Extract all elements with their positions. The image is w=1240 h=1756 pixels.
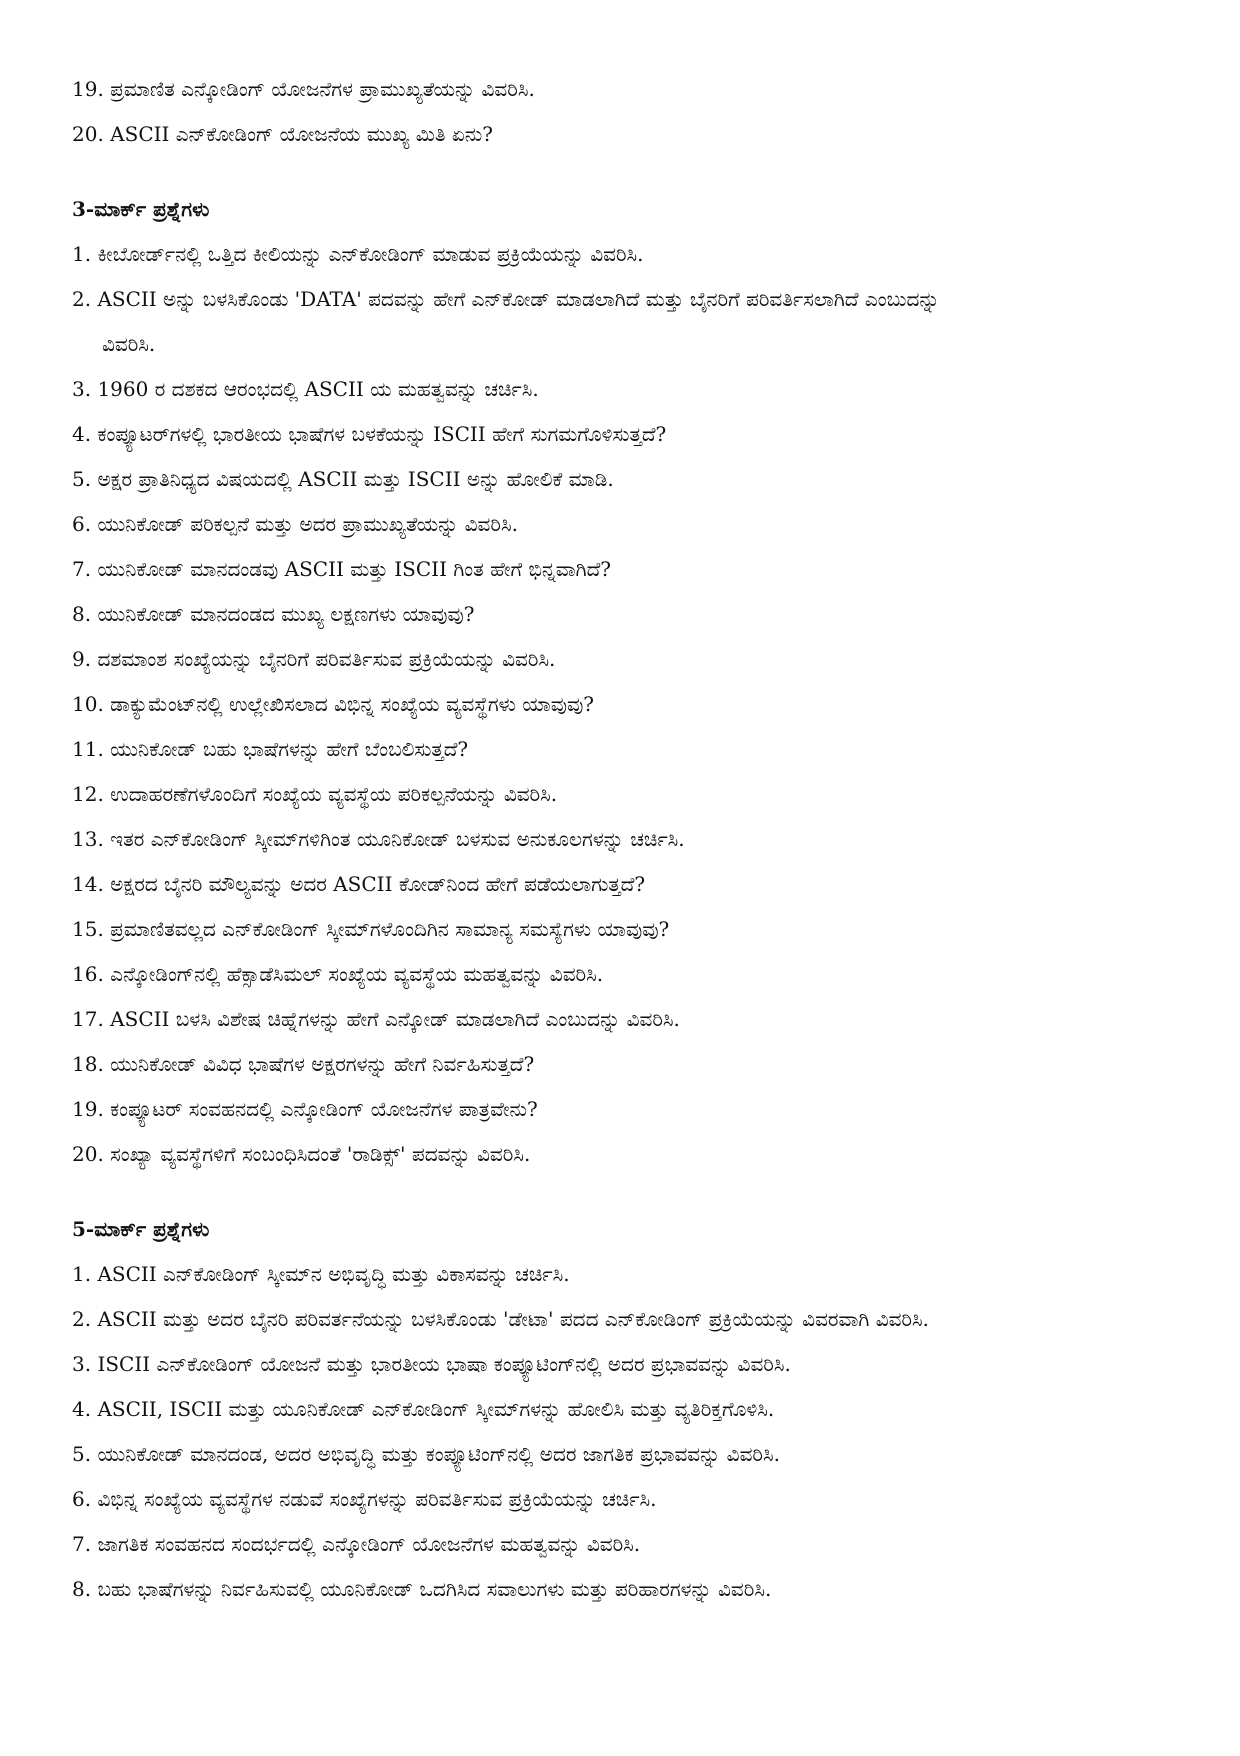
question-number: 12.	[72, 782, 104, 806]
question-text: 1960 ರ ದಶಕದ ಆರಂಭದಲ್ಲಿ ASCII ಯ ಮಹತ್ವವನ್ನು ಚರ್ಚಿಸಿ.	[97, 377, 539, 401]
question-item	[72, 1574, 1182, 1604]
question-text: ದಶಮಾಂಶ ಸಂಖ್ಯೆಯನ್ನು ಬೈನರಿಗೆ ಪರಿವರ್ತಿಸುವ ಪ್ರಕ್ರಿಯೆಯನ್ನು ವಿವರಿಸಿ.	[97, 647, 556, 671]
question-number: 4.	[72, 1397, 92, 1421]
question-text-continuation: ವಿವರಿಸಿ.	[102, 332, 156, 356]
question-number: 16.	[72, 962, 104, 986]
question-number: 8.	[72, 602, 92, 626]
question-item	[72, 644, 1182, 674]
question-number: 5.	[72, 1442, 92, 1466]
question-text: ASCII ಎನ್‌ಕೋಡಿಂಗ್ ಯೋಜನೆಯ ಮುಖ್ಯ ಮಿತಿ ಏನು?	[110, 122, 493, 146]
question-text: ಕೀಬೋರ್ಡ್‌ನಲ್ಲಿ ಒತ್ತಿದ ಕೀಲಿಯನ್ನು ಎನ್‌ಕೋಡಿಂಗ್ ಮಾಡುವ ಪ್ರಕ್ರಿಯೆಯನ್ನು ವಿವರಿಸಿ.	[97, 242, 644, 266]
question-number: 9.	[72, 647, 92, 671]
question-number: 20.	[72, 1142, 104, 1166]
document-page	[72, 74, 1182, 1619]
question-number: 19.	[72, 77, 104, 101]
question-item	[72, 1529, 1182, 1559]
question-number: 4.	[72, 422, 92, 446]
question-number: 6.	[72, 1487, 92, 1511]
question-number: 11.	[72, 737, 104, 761]
question-item	[72, 419, 1182, 449]
question-text: ಎನ್ಕೋಡಿಂಗ್‌ನಲ್ಲಿ ಹೆಕ್ಸಾಡೆಸಿಮಲ್ ಸಂಖ್ಯೆಯ ವ್ಯವಸ್ಥೆಯ ಮಹತ್ವವನ್ನು ವಿವರಿಸಿ.	[110, 962, 604, 986]
question-item	[72, 914, 1182, 944]
question-number: 20.	[72, 122, 104, 146]
question-number: 15.	[72, 917, 104, 941]
question-text: ಯುನಿಕೋಡ್ ಮಾನದಂಡ, ಅದರ ಅಭಿವೃದ್ಧಿ ಮತ್ತು ಕಂಪ್ಯೂಟಿಂಗ್‌ನಲ್ಲಿ ಅದರ ಜಾಗತಿಕ ಪ್ರಭಾವವನ್ನು ವಿವರಿಸಿ.	[97, 1442, 780, 1466]
question-item	[72, 869, 1182, 899]
question-text: ಬಹು ಭಾಷೆಗಳನ್ನು ನಿರ್ವಹಿಸುವಲ್ಲಿ ಯೂನಿಕೋಡ್ ಒದಗಿಸಿದ ಸವಾಲುಗಳು ಮತ್ತು ಪರಿಹಾರಗಳನ್ನು ವಿವರಿಸಿ.	[97, 1577, 772, 1601]
question-text: ಕಂಪ್ಯೂಟರ್‌ಗಳಲ್ಲಿ ಭಾರತೀಯ ಭಾಷೆಗಳ ಬಳಕೆಯನ್ನು ISCII ಹೇಗೆ ಸುಗಮಗೊಳಿಸುತ್ತದೆ?	[97, 422, 667, 446]
question-number: 3.	[72, 377, 92, 401]
question-item	[72, 1004, 1182, 1034]
question-number: 6.	[72, 512, 92, 536]
question-text: ಕಂಪ್ಯೂಟರ್ ಸಂವಹನದಲ್ಲಿ ಎನ್ಕೋಡಿಂಗ್ ಯೋಜನೆಗಳ ಪಾತ್ರವೇನು?	[110, 1097, 538, 1121]
question-text: ಪ್ರಮಾಣಿತವಲ್ಲದ ಎನ್‌ಕೋಡಿಂಗ್ ಸ್ಕೀಮ್‌ಗಳೊಂದಿಗಿನ ಸಾಮಾನ್ಯ ಸಮಸ್ಯೆಗಳು ಯಾವುವು?	[110, 917, 670, 941]
question-number: 3.	[72, 1352, 92, 1376]
question-item	[72, 284, 1182, 359]
question-text: ಅಕ್ಷರದ ಬೈನರಿ ಮೌಲ್ಯವನ್ನು ಅದರ ASCII ಕೋಡ್‌ನಿಂದ ಹೇಗೆ ಪಡೆಯಲಾಗುತ್ತದೆ?	[110, 872, 646, 896]
question-text: ASCII ಬಳಸಿ ವಿಶೇಷ ಚಿಹ್ನೆಗಳನ್ನು ಹೇಗೆ ಎನ್ಕೋಡ್ ಮಾಡಲಾಗಿದೆ ಎಂಬುದನ್ನು ವಿವರಿಸಿ.	[110, 1007, 680, 1031]
question-text: ಸಂಖ್ಯಾ ವ್ಯವಸ್ಥೆಗಳಿಗೆ ಸಂಬಂಧಿಸಿದಂತೆ 'ರಾಡಿಕ್ಸ್' ಪದವನ್ನು ವಿವರಿಸಿ.	[110, 1142, 531, 1166]
question-number: 17.	[72, 1007, 104, 1031]
question-number: 2.	[72, 287, 92, 311]
question-number: 8.	[72, 1577, 92, 1601]
question-text: ಯುನಿಕೋಡ್ ಮಾನದಂಡವು ASCII ಮತ್ತು ISCII ಗಿಂತ ಹೇಗೆ ಭಿನ್ನವಾಗಿದೆ?	[97, 557, 612, 581]
question-item	[72, 1049, 1182, 1079]
question-list-3-mark	[72, 239, 1182, 1169]
question-number: 7.	[72, 1532, 92, 1556]
question-item	[72, 1304, 1182, 1334]
section-heading-3-mark: 3-ಮಾರ್ಕ್ ಪ್ರಶ್ನೆಗಳು	[72, 197, 210, 221]
question-item	[72, 689, 1182, 719]
question-item	[72, 1394, 1182, 1424]
question-item	[72, 599, 1182, 629]
question-item	[72, 1139, 1182, 1169]
question-item	[72, 1094, 1182, 1124]
question-number: 1.	[72, 1262, 92, 1286]
question-list-5-mark	[72, 1259, 1182, 1604]
question-number: 19.	[72, 1097, 104, 1121]
question-item	[72, 509, 1182, 539]
question-text: ಪ್ರಮಾಣಿತ ಎನ್ಕೋಡಿಂಗ್ ಯೋಜನೆಗಳ ಪ್ರಾಮುಖ್ಯತೆಯನ್ನು ವಿವರಿಸಿ.	[110, 77, 535, 101]
question-item	[72, 1259, 1182, 1289]
question-text: ASCII ಎನ್‌ಕೋಡಿಂಗ್ ಸ್ಕೀಮ್‌ನ ಅಭಿವೃದ್ಧಿ ಮತ್ತು ವಿಕಾಸವನ್ನು ಚರ್ಚಿಸಿ.	[97, 1262, 570, 1286]
question-number: 5.	[72, 467, 92, 491]
question-item	[72, 1484, 1182, 1514]
question-text: ಯುನಿಕೋಡ್ ಪರಿಕಲ್ಪನೆ ಮತ್ತು ಅದರ ಪ್ರಾಮುಖ್ಯತೆಯನ್ನು ವಿವರಿಸಿ.	[97, 512, 518, 536]
question-number: 1.	[72, 242, 92, 266]
question-text: ASCII ಮತ್ತು ಅದರ ಬೈನರಿ ಪರಿವರ್ತನೆಯನ್ನು ಬಳಸಿಕೊಂಡು 'ಡೇಟಾ' ಪದದ ಎನ್‌ಕೋಡಿಂಗ್ ಪ್ರಕ್ರಿಯೆಯನ್ನು ವಿವರವಾಗಿ ವಿವರಿಸಿ.	[97, 1307, 929, 1331]
question-number: 10.	[72, 692, 104, 716]
top-question-list	[72, 74, 1182, 149]
question-item	[72, 119, 1182, 149]
question-item	[72, 239, 1182, 269]
question-item	[72, 779, 1182, 809]
question-number: 14.	[72, 872, 104, 896]
question-text: ಇತರ ಎನ್‌ಕೋಡಿಂಗ್ ಸ್ಕೀಮ್‌ಗಳಿಗಿಂತ ಯೂನಿಕೋಡ್ ಬಳಸುವ ಅನುಕೂಲಗಳನ್ನು ಚರ್ಚಿಸಿ.	[110, 827, 685, 851]
question-text: ASCII ಅನ್ನು ಬಳಸಿಕೊಂಡು 'DATA' ಪದವನ್ನು ಹೇಗೆ ಎನ್‌ಕೋಡ್ ಮಾಡಲಾಗಿದೆ ಮತ್ತು ಬೈನರಿಗೆ ಪರಿವರ್ತಿಸಲಾಗಿದೆ ಎಂಬುದನ್ನು	[97, 287, 940, 311]
question-text: ಜಾಗತಿಕ ಸಂವಹನದ ಸಂದರ್ಭದಲ್ಲಿ ಎನ್ಕೋಡಿಂಗ್ ಯೋಜನೆಗಳ ಮಹತ್ವವನ್ನು ವಿವರಿಸಿ.	[97, 1532, 641, 1556]
question-text: ಡಾಕ್ಯುಮೆಂಟ್‌ನಲ್ಲಿ ಉಲ್ಲೇಖಿಸಲಾದ ವಿಭಿನ್ನ ಸಂಖ್ಯೆಯ ವ್ಯವಸ್ಥೆಗಳು ಯಾವುವು?	[110, 692, 595, 716]
question-item	[72, 554, 1182, 584]
question-text: ಯುನಿಕೋಡ್ ವಿವಿಧ ಭಾಷೆಗಳ ಅಕ್ಷರಗಳನ್ನು ಹೇಗೆ ನಿರ್ವಹಿಸುತ್ತದೆ?	[110, 1052, 535, 1076]
question-text: ASCII, ISCII ಮತ್ತು ಯೂನಿಕೋಡ್ ಎನ್‌ಕೋಡಿಂಗ್ ಸ್ಕೀಮ್‌ಗಳನ್ನು ಹೋಲಿಸಿ ಮತ್ತು ವ್ಯತಿರಿಕ್ತಗೊಳಿಸಿ.	[97, 1397, 775, 1421]
question-item	[72, 74, 1182, 104]
question-item	[72, 1439, 1182, 1469]
question-item	[72, 464, 1182, 494]
question-text: ಉದಾಹರಣೆಗಳೊಂದಿಗೆ ಸಂಖ್ಯೆಯ ವ್ಯವಸ್ಥೆಯ ಪರಿಕಲ್ಪನೆಯನ್ನು ವಿವರಿಸಿ.	[110, 782, 558, 806]
question-text: ಅಕ್ಷರ ಪ್ರಾತಿನಿಧ್ಯದ ವಿಷಯದಲ್ಲಿ ASCII ಮತ್ತು ISCII ಅನ್ನು ಹೋಲಿಕೆ ಮಾಡಿ.	[97, 467, 614, 491]
question-number: 7.	[72, 557, 92, 581]
question-number: 13.	[72, 827, 104, 851]
question-text: ಯುನಿಕೋಡ್ ಬಹು ಭಾಷೆಗಳನ್ನು ಹೇಗೆ ಬೆಂಬಲಿಸುತ್ತದೆ?	[110, 737, 469, 761]
question-item	[72, 374, 1182, 404]
question-item	[72, 824, 1182, 854]
question-item	[72, 734, 1182, 764]
question-item	[72, 1349, 1182, 1379]
question-item	[72, 959, 1182, 989]
section-heading-5-mark: 5-ಮಾರ್ಕ್ ಪ್ರಶ್ನೆಗಳು	[72, 1217, 210, 1241]
question-number: 18.	[72, 1052, 104, 1076]
question-text: ಯುನಿಕೋಡ್ ಮಾನದಂಡದ ಮುಖ್ಯ ಲಕ್ಷಣಗಳು ಯಾವುವು?	[97, 602, 475, 626]
question-number: 2.	[72, 1307, 92, 1331]
question-text: ವಿಭಿನ್ನ ಸಂಖ್ಯೆಯ ವ್ಯವಸ್ಥೆಗಳ ನಡುವೆ ಸಂಖ್ಯೆಗಳನ್ನು ಪರಿವರ್ತಿಸುವ ಪ್ರಕ್ರಿಯೆಯನ್ನು ಚರ್ಚಿಸಿ.	[97, 1487, 657, 1511]
question-text: ISCII ಎನ್‌ಕೋಡಿಂಗ್ ಯೋಜನೆ ಮತ್ತು ಭಾರತೀಯ ಭಾಷಾ ಕಂಪ್ಯೂಟಿಂಗ್‌ನಲ್ಲಿ ಅದರ ಪ್ರಭಾವವನ್ನು ವಿವರಿಸಿ.	[97, 1352, 791, 1376]
